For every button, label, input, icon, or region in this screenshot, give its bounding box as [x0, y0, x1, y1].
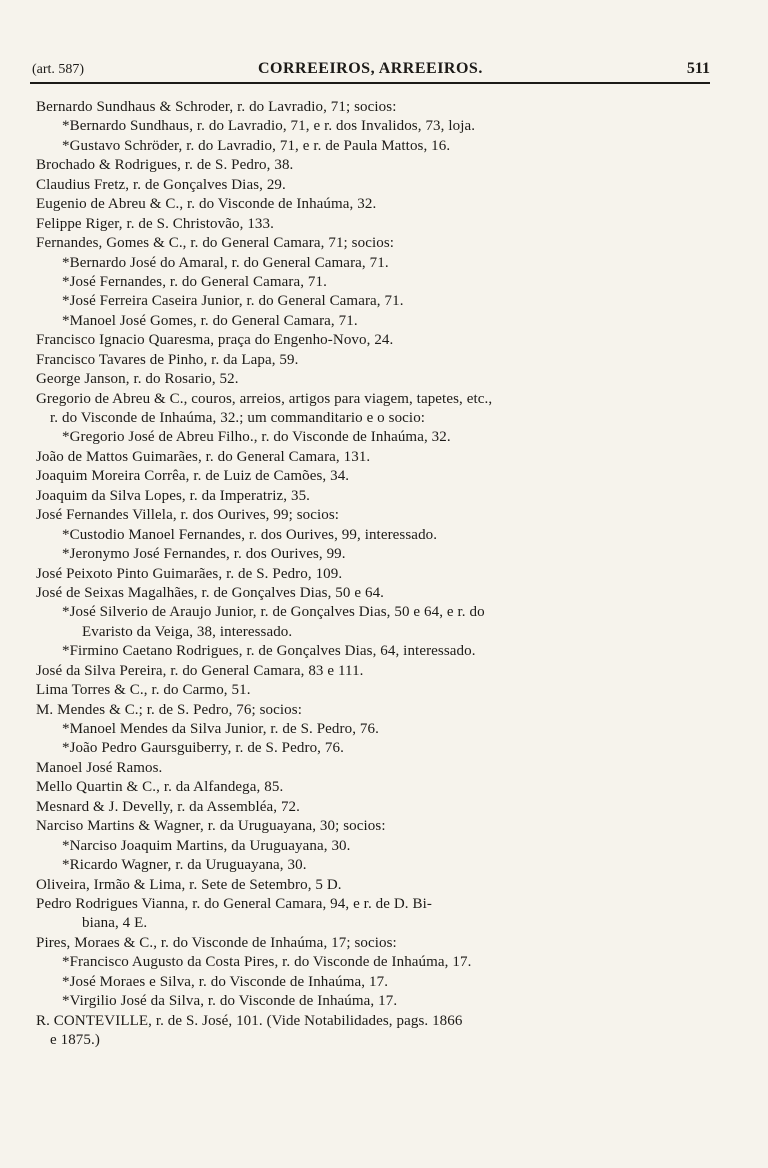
entry-line: José Fernandes Villela, r. dos Ourives, 99; socios:	[36, 507, 340, 524]
partner-line: *Gregorio José de Abreu Filho., r. do Visconde de Inhaúma, 32.	[62, 429, 451, 446]
entry-line: Claudius Fretz, r. de Gonçalves Dias, 29.	[36, 176, 286, 193]
partner-line: *José Silverio de Araujo Junior, r. de Gonçalves Dias, 50 e 64, e r. do	[62, 604, 485, 621]
partner-line: *Custodio Manoel Fernandes, r. dos Ourives, 99, interessado.	[62, 526, 438, 543]
entry-line: Pires, Moraes & C., r. do Visconde de Inhaúma, 17; socios:	[36, 934, 397, 951]
page-number: 511	[686, 60, 710, 77]
entry-line: João de Mattos Guimarães, r. do General Camara, 131.	[36, 448, 371, 465]
partner-line: *Firmino Caetano Rodrigues, r. de Gonçalves Dias, 64, interessado.	[62, 643, 476, 660]
entry-line: George Janson, r. do Rosario, 52.	[36, 371, 239, 388]
partner-line: *Narciso Joaquim Martins, da Uruguayana, 30.	[62, 837, 351, 854]
entry-line: Mesnard & J. Develly, r. da Assembléa, 72.	[36, 798, 301, 815]
continuation-line: e 1875.)	[50, 1032, 100, 1048]
page-header	[30, 58, 710, 84]
partner-line: *José Moraes e Silva, r. do Visconde de Inhaúma, 17.	[62, 973, 389, 990]
entry-line: Manoel José Ramos.	[36, 759, 163, 776]
entry-line: Fernandes, Gomes & C., r. do General Camara, 71; socios:	[36, 235, 395, 252]
continuation-line: biana, 4 E.	[82, 915, 148, 932]
continuation-line: r. do Visconde de Inhaúma, 32.; um commanditario e o socio:	[50, 410, 426, 426]
partner-line: *Jeronymo José Fernandes, r. dos Ourives, 99.	[62, 546, 346, 563]
entry-line: Francisco Ignacio Quaresma, praça do Engenho-Novo, 24.	[36, 332, 394, 349]
entry-line: Brochado & Rodrigues, r. de S. Pedro, 38.	[36, 157, 294, 174]
entry-line: Gregorio de Abreu & C., couros, arreios, artigos para viagem, tapetes, etc.,	[36, 390, 493, 407]
continuation-line: Evaristo da Veiga, 38, interessado.	[82, 623, 293, 640]
section-title: CORREEIROS, ARREEIROS.	[258, 60, 483, 77]
entry-line: Francisco Tavares de Pinho, r. da Lapa, 59.	[36, 351, 299, 368]
partner-line: *Bernardo Sundhaus, r. do Lavradio, 71, e r. dos Invalidos, 73, loja.	[62, 118, 476, 135]
partner-line: *Virgilio José da Silva, r. do Visconde de Inhaúma, 17.	[62, 993, 398, 1010]
entry-line: Pedro Rodrigues Vianna, r. do General Camara, 94, e r. de D. Bi-	[36, 895, 432, 912]
partner-line: *José Fernandes, r. do General Camara, 71.	[62, 273, 327, 290]
partner-line: *Manoel Mendes da Silva Junior, r. de S. Pedro, 76.	[62, 721, 379, 737]
entry-line: Joaquim Moreira Corrêa, r. de Luiz de Camões, 34.	[36, 468, 350, 485]
entry-line: Narciso Martins & Wagner, r. da Uruguayana, 30; socios:	[36, 818, 386, 835]
entry-line: R. CONTEVILLE, r. de S. José, 101. (Vide Notabilidades, pags. 1866	[36, 1012, 463, 1029]
partner-line: *Bernardo José do Amaral, r. do General Camara, 71.	[62, 254, 389, 271]
entry-line: Lima Torres & C., r. do Carmo, 51.	[36, 682, 251, 699]
partner-line: *Ricardo Wagner, r. da Uruguayana, 30.	[62, 857, 307, 874]
entry-line: M. Mendes & C.; r. de S. Pedro, 76; socios:	[36, 701, 302, 718]
partner-line: *Gustavo Schröder, r. do Lavradio, 71, e r. de Paula Mattos, 16.	[62, 137, 451, 154]
entry-line: Joaquim da Silva Lopes, r. da Imperatriz, 35.	[36, 487, 311, 504]
entry-line: Felippe Riger, r. de S. Christovão, 133.	[36, 215, 274, 232]
entry-line: Eugenio de Abreu & C., r. do Visconde de Inhaúma, 32.	[36, 196, 377, 213]
entry-line: José Peixoto Pinto Guimarães, r. de S. Pedro, 109.	[36, 565, 343, 582]
entry-line: José de Seixas Magalhães, r. de Gonçalves Dias, 50 e 64.	[36, 584, 385, 601]
article-reference: (art. 587)	[32, 62, 85, 77]
entry-line: Oliveira, Irmão & Lima, r. Sete de Setembro, 5 D.	[36, 876, 342, 893]
partner-line: *João Pedro Gaursguiberry, r. de S. Pedro, 76.	[62, 740, 344, 757]
partner-line: *José Ferreira Caseira Junior, r. do General Camara, 71.	[62, 293, 404, 310]
directory-entries	[36, 98, 726, 1050]
partner-line: *Manoel José Gomes, r. do General Camara, 71.	[62, 312, 358, 329]
entry-line: Mello Quartin & C., r. da Alfandega, 85.	[36, 779, 284, 796]
entry-line: Bernardo Sundhaus & Schroder, r. do Lavradio, 71; socios:	[36, 99, 397, 115]
entry-line: José da Silva Pereira, r. do General Camara, 83 e 111.	[36, 662, 364, 679]
partner-line: *Francisco Augusto da Costa Pires, r. do Visconde de Inhaúma, 17.	[62, 954, 472, 971]
